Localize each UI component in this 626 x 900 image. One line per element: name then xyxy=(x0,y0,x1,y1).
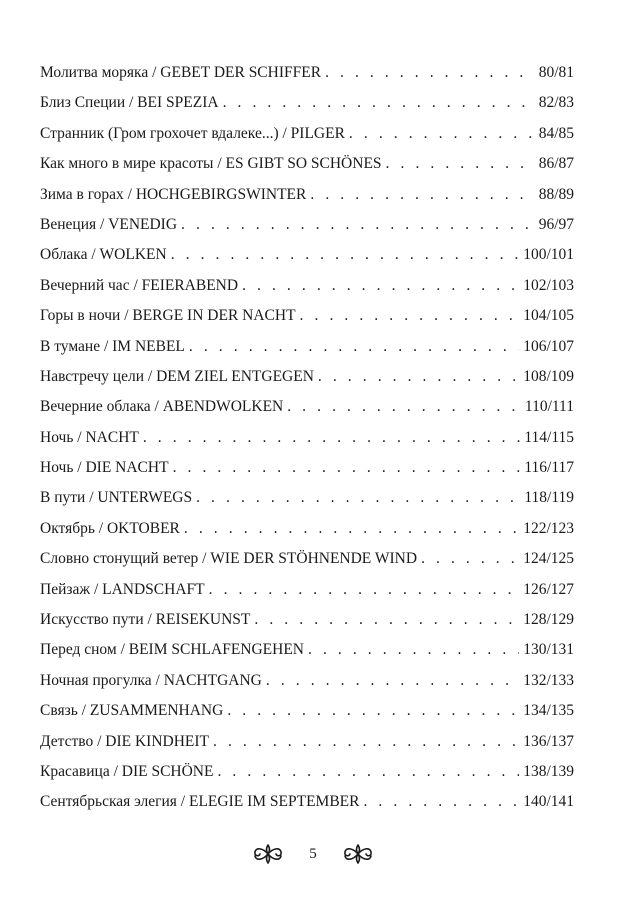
toc-entry-title: Как много в мире красоты / ES GIBT SO SCHÖNES xyxy=(40,155,382,173)
dot-leader xyxy=(349,125,535,143)
toc-entry-pages: 80/81 xyxy=(538,64,574,81)
toc-entry-pages: 116/117 xyxy=(524,459,574,477)
toc-entry-title: Сентябрьская элегия / ELEGIE IM SEPTEMBER xyxy=(40,793,360,811)
dot-leader xyxy=(189,338,519,356)
toc-entry-pages: 130/131 xyxy=(523,641,574,659)
toc-entry-title: Странник (Гром грохочет вдалеке...) / PILGER xyxy=(40,124,345,142)
dot-leader xyxy=(173,459,521,477)
dot-leader xyxy=(143,429,520,447)
toc-entry-title: Вечерний час / FEIERABEND xyxy=(40,276,239,294)
toc-entry-title: Пейзаж / LANDSCHAFT xyxy=(40,580,205,598)
flourish-ornament-icon xyxy=(251,839,285,869)
toc-entry-title: В пути / UNTERWEGS xyxy=(40,489,193,507)
toc-entry-title: Облака / WOLKEN xyxy=(40,246,167,264)
dot-leader xyxy=(196,489,520,507)
dot-leader xyxy=(318,368,519,386)
toc-entry-title: Венеция / VENEDIG xyxy=(40,215,178,233)
dot-leader xyxy=(227,702,519,720)
toc-entry xyxy=(40,338,574,368)
dot-leader xyxy=(242,277,519,295)
toc-entry-pages: 82/83 xyxy=(538,94,574,112)
flourish-ornament-icon xyxy=(341,839,375,869)
toc-entry-title: Близ Специи / BEI SPEZIA xyxy=(40,94,219,112)
toc-entry xyxy=(40,307,574,337)
table-of-contents xyxy=(40,64,574,824)
toc-entry-title: Ночь / NACHT xyxy=(40,428,139,446)
toc-entry-title: Горы в ночи / BERGE IN DER NACHT xyxy=(40,307,296,325)
toc-entry xyxy=(40,581,574,611)
toc-entry-pages: 126/127 xyxy=(523,580,574,598)
toc-entry xyxy=(40,216,574,246)
toc-entry xyxy=(40,155,574,185)
toc-entry-pages: 100/101 xyxy=(523,246,574,264)
toc-entry xyxy=(40,186,574,216)
toc-entry-title: Связь / ZUSAMMENHANG xyxy=(40,702,224,720)
toc-entry-pages: 96/97 xyxy=(538,215,574,233)
toc-entry-pages: 114/115 xyxy=(524,428,574,446)
toc-entry-pages: 84/85 xyxy=(538,124,574,142)
toc-entry-pages: 118/119 xyxy=(524,489,574,507)
toc-entry xyxy=(40,733,574,763)
toc-entry xyxy=(40,459,574,489)
toc-entry xyxy=(40,398,574,428)
toc-entry-pages: 102/103 xyxy=(523,276,574,294)
toc-entry-title: Искусство пути / REISEKUNST xyxy=(40,611,251,629)
dot-leader xyxy=(287,398,521,416)
dot-leader xyxy=(184,520,519,538)
dot-leader xyxy=(254,611,519,629)
toc-entry-title: Ночная прогулка / NACHTGANG xyxy=(40,671,262,689)
toc-entry xyxy=(40,489,574,519)
toc-entry-title: Молитва моряка / GEBET DER SCHIFFER xyxy=(40,64,322,81)
toc-entry-title: Детство / DIE KINDHEIT xyxy=(40,732,210,750)
toc-entry xyxy=(40,429,574,459)
toc-entry-pages: 110/111 xyxy=(524,398,574,416)
toc-entry-pages: 134/135 xyxy=(523,702,574,720)
toc-entry xyxy=(40,368,574,398)
toc-entry xyxy=(40,64,574,94)
toc-entry-title: Вечерние облака / ABENDWOLKEN xyxy=(40,398,284,416)
dot-leader xyxy=(217,763,519,781)
toc-entry-pages: 108/109 xyxy=(523,367,574,385)
toc-entry xyxy=(40,763,574,793)
toc-entry-title: Красавица / DIE SCHÖNE xyxy=(40,762,214,780)
toc-entry-title: Словно стонущий ветер / WIE DER STÖHNENDE WIND xyxy=(40,550,418,568)
toc-entry-pages: 124/125 xyxy=(523,550,574,568)
toc-entry-pages: 132/133 xyxy=(523,671,574,689)
toc-entry-pages: 140/141 xyxy=(523,793,574,811)
toc-entry xyxy=(40,520,574,550)
toc-entry-pages: 122/123 xyxy=(523,519,574,537)
toc-entry-pages: 106/107 xyxy=(523,337,574,355)
toc-entry xyxy=(40,672,574,702)
toc-entry-pages: 88/89 xyxy=(538,185,574,203)
dot-leader xyxy=(386,155,535,173)
toc-entry-title: Зима в горах / HOCHGEBIRGSWINTER xyxy=(40,185,307,203)
toc-entry-pages: 138/139 xyxy=(523,762,574,780)
toc-entry-pages: 128/129 xyxy=(523,611,574,629)
toc-entry-title: Перед сном / BEIM SCHLAFENGEHEN xyxy=(40,641,304,659)
dot-leader xyxy=(421,550,519,568)
dot-leader xyxy=(325,64,535,82)
toc-entry xyxy=(40,793,574,823)
toc-entry xyxy=(40,125,574,155)
dot-leader xyxy=(363,793,519,811)
dot-leader xyxy=(308,641,519,659)
toc-entry-pages: 136/137 xyxy=(523,732,574,750)
toc-entry-title: Октябрь / OKTOBER xyxy=(40,519,180,537)
toc-entry xyxy=(40,277,574,307)
dot-leader xyxy=(213,733,519,751)
page-footer xyxy=(0,834,626,874)
dot-leader xyxy=(223,94,535,112)
page-number: 5 xyxy=(309,845,317,862)
dot-leader xyxy=(181,216,535,234)
toc-entry-title: В тумане / IM NEBEL xyxy=(40,337,185,355)
toc-entry-pages: 104/105 xyxy=(523,307,574,325)
dot-leader xyxy=(300,307,520,325)
toc-entry xyxy=(40,246,574,276)
toc-entry xyxy=(40,702,574,732)
toc-entry xyxy=(40,611,574,641)
toc-entry xyxy=(40,641,574,671)
toc-entry-pages: 86/87 xyxy=(538,155,574,173)
dot-leader xyxy=(266,672,519,690)
toc-entry-title: Навстречу цели / DEM ZIEL ENTGEGEN xyxy=(40,367,314,385)
dot-leader xyxy=(209,581,520,599)
dot-leader xyxy=(171,246,520,264)
toc-entry-title: Ночь / DIE NACHT xyxy=(40,459,169,477)
toc-entry xyxy=(40,94,574,124)
dot-leader xyxy=(310,186,534,204)
toc-entry xyxy=(40,550,574,580)
